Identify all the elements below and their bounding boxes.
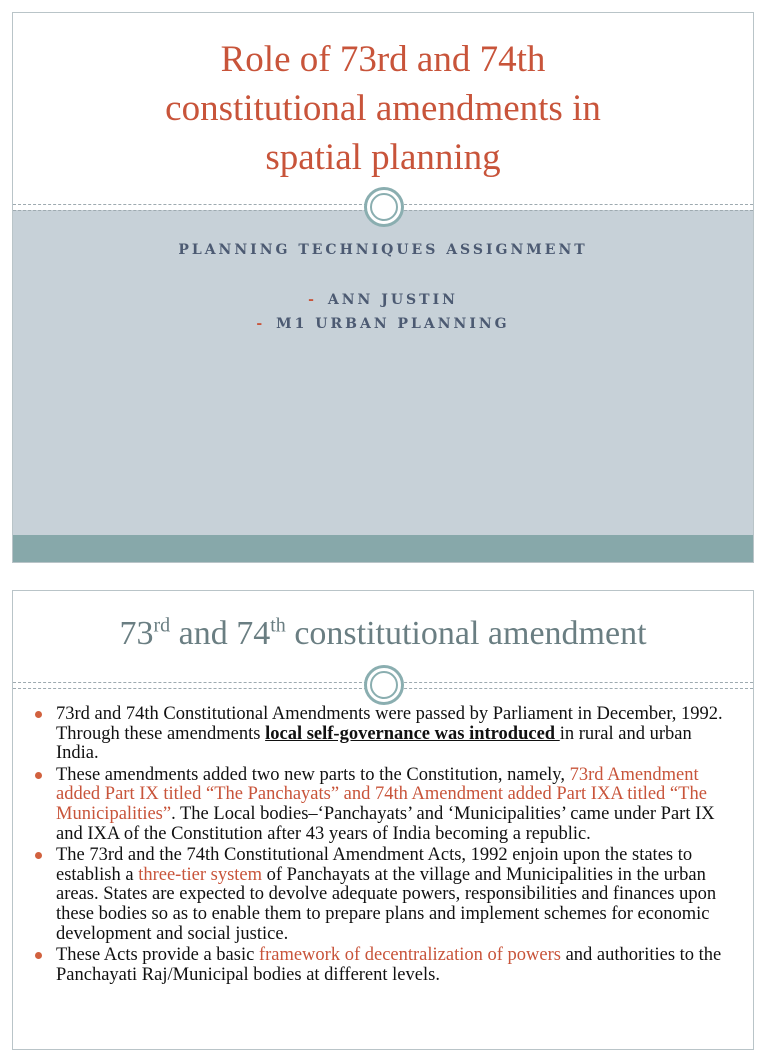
title-text-part: constitutional amendment xyxy=(285,615,647,652)
presentation-title xyxy=(13,35,753,182)
bullet-highlight: three-tier system xyxy=(138,864,263,885)
title-line-3: spatial planning xyxy=(265,137,501,178)
bullet-highlight: 73rd Amendment added Part IX titled “The Panchayats” and 74th Amendment added Part IXA titled “The Municipalities” xyxy=(56,764,707,824)
bullet-dot-icon xyxy=(35,852,42,859)
dash-bullet: - xyxy=(308,292,314,308)
title-superscript: rd xyxy=(153,614,171,637)
title-text-part: 73 xyxy=(119,615,154,652)
bullet-text: The 73rd and the 74th Constitutional Amendment Acts, 1992 enjoin upon the states to establish a xyxy=(56,845,693,885)
list-item xyxy=(35,846,733,944)
footer-bar xyxy=(13,535,753,563)
slide-title xyxy=(13,615,753,653)
title-line-1: Role of 73rd and 74th xyxy=(220,39,546,80)
title-superscript: th xyxy=(270,614,286,637)
author-course-text: M1 URBAN PLANNING xyxy=(276,316,510,332)
list-item xyxy=(35,946,733,985)
bullet-dot-icon xyxy=(35,952,42,959)
list-item xyxy=(35,705,733,764)
bullet-text: These Acts provide a basic xyxy=(56,945,259,966)
author-course xyxy=(13,316,753,332)
author-name-text: ANN JUSTIN xyxy=(327,292,458,308)
author-name xyxy=(13,292,753,308)
bullet-text: 73rd and 74th Constitutional Amendments were passed by Parliament in December, 1992. Through these amendments xyxy=(56,704,723,744)
bullet-text: . The Local bodies–‘Panchayats’ and ‘Municipalities’ came under Part IX and IXA of the Constitution after 43 years of India becoming a republic. xyxy=(56,803,715,844)
content-slide xyxy=(12,590,754,1050)
list-item xyxy=(35,766,733,844)
bullet-emphasis: local self-governance was introduced xyxy=(265,723,560,744)
ring-ornament-icon xyxy=(364,187,404,227)
title-line-2: constitutional amendments in xyxy=(165,88,601,129)
title-text-part: and 74 xyxy=(170,615,271,652)
bullet-highlight: framework of decentralization of powers xyxy=(258,945,561,966)
bullet-list xyxy=(35,705,733,987)
ring-ornament-icon xyxy=(364,665,404,705)
dash-bullet: - xyxy=(256,316,263,332)
bullet-dot-icon xyxy=(35,711,42,718)
bullet-text: of Panchayats at the village and Municipalities in the urban areas. States are expected to devolve adequate powers, responsibilities and finances upon these bodies so as to enable them to prepare plans and implement schemes for economic development and social justice. xyxy=(56,864,717,944)
bullet-dot-icon xyxy=(35,772,42,779)
bullet-text: and authorities to the Panchayati Raj/Municipal bodies at different levels. xyxy=(56,945,722,985)
subtitle-band xyxy=(13,210,753,535)
bullet-text: in rural and urban India. xyxy=(56,723,692,764)
title-slide xyxy=(12,12,754,563)
bullet-text: These amendments added two new parts to the Constitution, namely, xyxy=(56,764,570,785)
presentation-subtitle: PLANNING TECHNIQUES ASSIGNMENT xyxy=(178,242,588,258)
